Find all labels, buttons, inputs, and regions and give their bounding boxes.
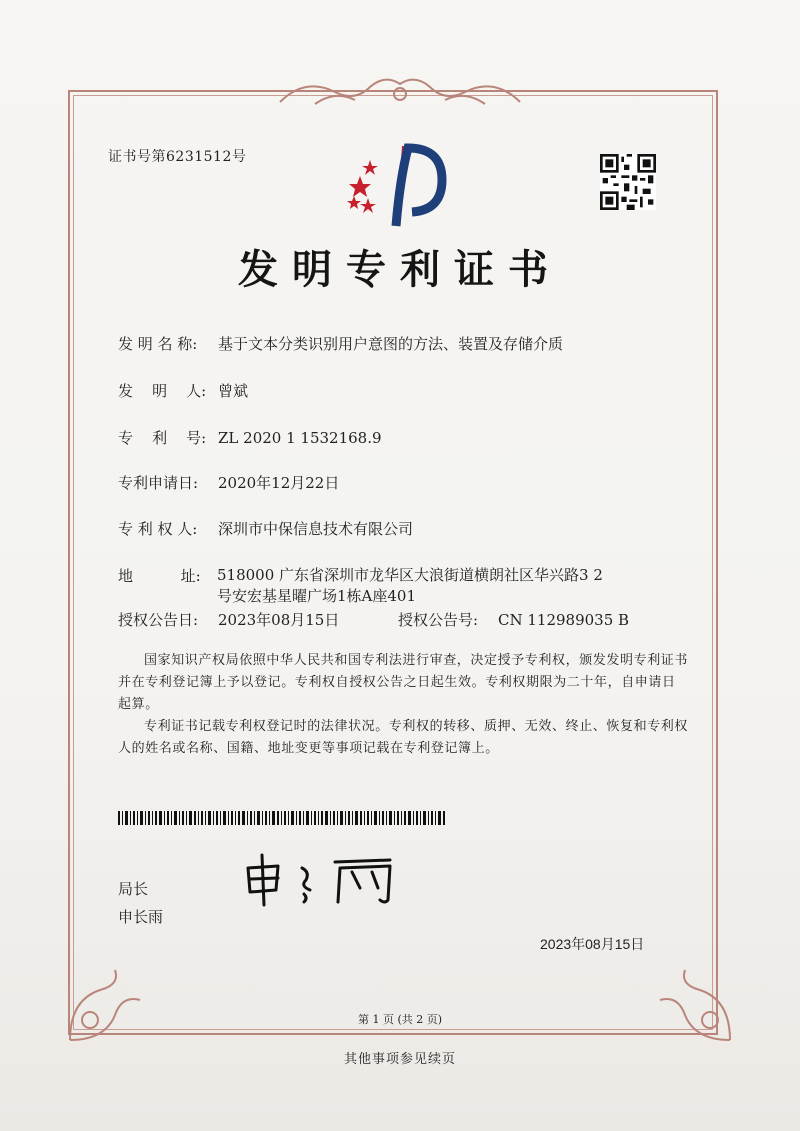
field-value: 2020年12月22日 bbox=[218, 474, 340, 492]
top-ornament bbox=[275, 72, 525, 112]
field-grant-number bbox=[398, 609, 629, 630]
corner-ornament-bottom-left bbox=[60, 960, 150, 1050]
field-label: 地 址: bbox=[118, 567, 201, 585]
signatory-name: 申长雨 bbox=[118, 909, 164, 926]
field-value: CN 112989035 B bbox=[498, 611, 630, 629]
field-label: 授权公告日: bbox=[118, 611, 199, 629]
handwritten-signature bbox=[240, 850, 420, 910]
certificate-number: 证书号第6231512号 bbox=[108, 149, 247, 165]
field-label: 专利申请日: bbox=[118, 474, 199, 492]
field-label: 发 明 人: bbox=[118, 382, 207, 400]
field-value: ZL 2020 1 1532168.9 bbox=[218, 429, 382, 447]
qr-code-icon bbox=[600, 154, 656, 210]
field-filing-date bbox=[118, 472, 339, 493]
page-indicator: 第 1 页 (共 2 页) bbox=[357, 1013, 443, 1026]
field-label: 发 明 名 称: bbox=[118, 335, 198, 353]
certificate-title: 发明专利证书 bbox=[238, 246, 562, 293]
field-patent-number bbox=[118, 427, 382, 448]
barcode-icon bbox=[118, 811, 448, 825]
field-value: 深圳市中保信息技术有限公司 bbox=[218, 520, 414, 538]
field-value: 2023年08月15日 bbox=[218, 611, 340, 629]
field-value: 曾斌 bbox=[218, 382, 249, 400]
statement-paragraph-2: 专利证书记载专利权登记时的法律状况。专利权的转移、质押、无效、终止、恢复和专利权人的姓名或名称、国籍、地址变更等事项记载在专利登记簿上。 bbox=[118, 719, 689, 756]
field-inventor bbox=[118, 380, 248, 401]
signatory-title: 局长 bbox=[118, 881, 149, 898]
cnipa-emblem-icon bbox=[330, 138, 460, 238]
field-label: 授权公告号: bbox=[398, 611, 479, 629]
corner-ornament-bottom-right bbox=[650, 960, 740, 1050]
field-patentee bbox=[118, 518, 413, 539]
field-grant-date bbox=[118, 609, 339, 630]
field-label: 专 利 权 人: bbox=[118, 520, 198, 538]
field-invention-name bbox=[118, 333, 563, 354]
field-address-label-row bbox=[118, 565, 218, 586]
issue-date: 2023年08月15日 bbox=[540, 936, 645, 952]
footer-note: 其他事项参见续页 bbox=[343, 1052, 456, 1067]
field-address-value: 518000 广东省深圳市龙华区大浪街道横朗社区华兴路3 2号安宏基星曜广场1栋A座401 bbox=[217, 566, 603, 605]
statement-paragraph-1: 国家知识产权局依照中华人民共和国专利法进行审查，决定授予专利权，颁发发明专利证书并在专利登记簿上予以登记。专利权自授权公告之日起生效。专利权期限为二十年，自申请日起算。 bbox=[118, 653, 689, 712]
field-label: 专 利 号: bbox=[118, 429, 207, 447]
field-value: 基于文本分类识别用户意图的方法、装置及存储介质 bbox=[218, 335, 564, 353]
